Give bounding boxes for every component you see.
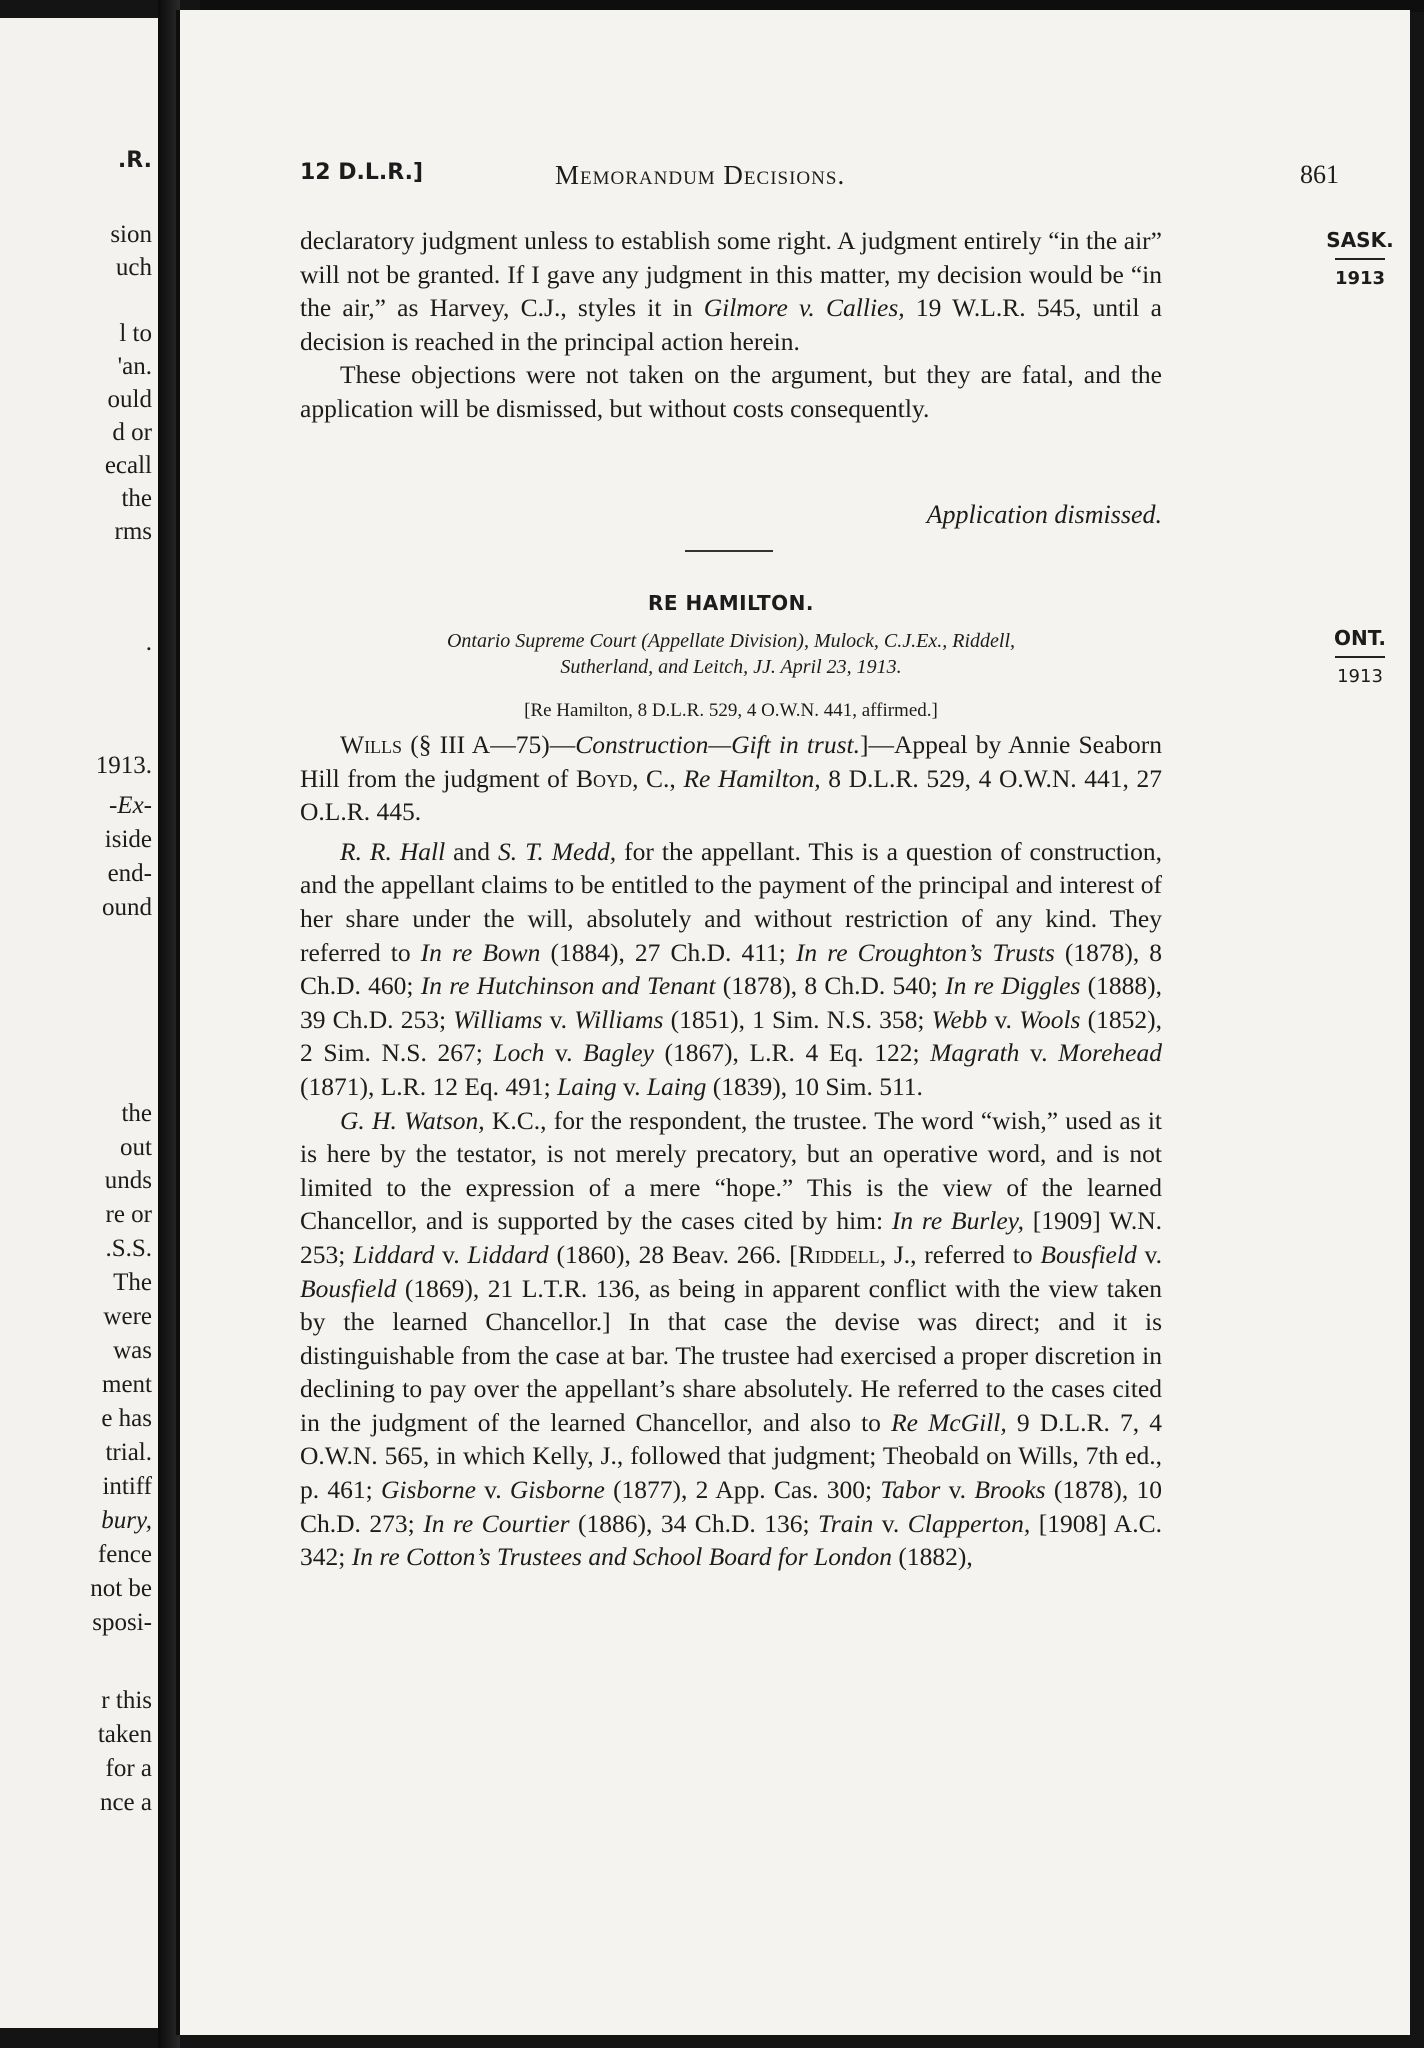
facing-page-text: . [145, 629, 152, 656]
facing-page-text: not be [90, 1575, 152, 1602]
side-label-sask [1320, 228, 1400, 289]
facing-page-text: were [103, 1303, 152, 1330]
paragraph-appellant: R. R. Hall and S. T. Medd, for the appellant. This is a question of construction, and the appellant claims to be entitled to the payment of the principal and interest of her share under the will, absolutely and without restriction of any kind. They referred to In re Bown (1884), 27 Ch.D. 411; In re Croughton’s Trusts (1878), 8 Ch.D. 460; In re Hutchinson and Tenant (1878), 8 Ch.D. 540; In re Diggles (1888), 39 Ch.D. 253; Williams v. Williams (1851), 1 Sim. N.S. 358; Webb v. Wools (1852), 2 Sim. N.S. 267; Loch v. Bagley (1867), L.R. 4 Eq. 122; Magrath v. Morehead (1871), L.R. 12 Eq. 491; Laing v. Laing (1839), 10 Sim. 511. [300, 836, 1163, 1101]
headnote-subject: Construction—Gift in trust. [575, 730, 860, 759]
facing-page-text: .R. [117, 148, 152, 173]
facing-page-text: unds [104, 1167, 152, 1194]
court-line-1: Ontario Supreme Court (Appellate Division), Mulock, C.J.Ex., Riddell, [446, 630, 1016, 652]
section-divider [685, 550, 773, 552]
headnote-judge: Boyd [576, 763, 633, 793]
facing-page-text: e has [101, 1405, 152, 1432]
case-body [300, 728, 1162, 1574]
facing-page-text: trial. [105, 1439, 152, 1466]
facing-page-text: 1913. [95, 752, 152, 779]
disposition: Application dismissed. [926, 500, 1162, 529]
side-rule [1335, 656, 1385, 658]
facing-page-text: The [113, 1269, 152, 1296]
headnote-topic: Wills [340, 730, 403, 759]
year-label: 1913 [1337, 666, 1383, 687]
facing-page-text: sposi- [92, 1609, 152, 1636]
facing-page-text: for a [105, 1755, 152, 1782]
facing-page-text: fence [97, 1541, 152, 1568]
facing-page-text: ecall [104, 452, 152, 479]
paragraph-respondent: G. H. Watson, K.C., for the respondent, the trustee. The word “wish,” used as it is here by the testator, is not merely precatory, but an operative word, and is not limited to the expression of a mere “hope.” This is the view of the learned Chancellor, and is supported by the cases cited by him: In re Burley, [1909] W.N. 253; Liddard v. Liddard (1860), 28 Beav. 266. [Riddell, J., referred to Bousfield v. Bousfield (1869), 21 L.T.R. 136, as being in apparent conflict with the view taken by the learned Chancellor.] In that case the devise was direct; and it is distinguishable from the case at bar. The trustee had exercised a proper discretion in declining to pay over the appellant’s share absolutely. He referred to the cases cited in the judgment of the learned Chancellor, and also to Re McGill, 9 D.L.R. 7, 4 O.W.N. 565, in which Kelly, J., followed that judgment; Theobald on Wills, 7th ed., p. 461; Gisborne v. Gisborne (1877), 2 App. Cas. 300; Tabor v. Brooks (1878), 10 Ch.D. 273; In re Courtier (1886), 34 Ch.D. 136; Train v. Clapperton, [1908] A.C. 342; In re Cotton’s Trustees and School Board for London (1882), [300, 1105, 1162, 1572]
facing-page-text: rms [114, 518, 152, 545]
facing-page-text: bury, [101, 1507, 152, 1534]
facing-page-text: out [120, 1134, 152, 1161]
facing-page-text: ound [102, 894, 152, 921]
section-title: Memorandum Decisions. [555, 160, 846, 190]
court-line-2: Sutherland, and Leitch, JJ. April 23, 1913. [560, 656, 902, 678]
volume-reference: 12 D.L.R.] [300, 160, 424, 185]
facing-page-text: -Ex- [108, 792, 152, 819]
facing-page-text: ould [107, 386, 152, 413]
headnote-citation: 8 D.L.R. 529, 4 O.W.N. 441, 27 O.L.R. 445. [300, 763, 1163, 827]
facing-page-text: taken [97, 1721, 152, 1748]
side-label-ont [1320, 626, 1400, 687]
facing-page-text: the [121, 485, 152, 512]
paragraph: These objections were not taken on the argument, but they are fatal, and the application will be dismissed, but without costs consequently. [300, 360, 1162, 423]
paragraph: declaratory judgment unless to establish some right. A judgment entirely “in the air” will not be granted. If I gave any judgment in this matter, my decision would be “in the air,” as Harvey, C.J., styles it in Gilmore v. Callies, 19 W.L.R. 545, until a decision is reached in the principal action herein. [300, 226, 1162, 356]
facing-page-text: ment [102, 1371, 152, 1398]
case-citation: Gilmore v. Callies, [703, 293, 905, 323]
facing-page-text: 'an. [117, 353, 152, 380]
document-page [176, 10, 1410, 2035]
facing-page-text: uch [115, 254, 152, 281]
court-and-judges [300, 628, 1162, 680]
running-head [300, 160, 1339, 194]
facing-page-text: .S.S. [105, 1235, 152, 1262]
facing-page-text: nce a [99, 1789, 152, 1816]
case-title: RE HAMILTON. [648, 591, 814, 615]
province-label: SASK. [1326, 228, 1394, 252]
facing-page-text: d or [112, 419, 152, 446]
facing-page-text: iside [104, 826, 152, 853]
year-label: 1913 [1334, 268, 1386, 289]
citation-note: [Re Hamilton, 8 D.L.R. 529, 4 O.W.N. 441, affirmed.] [524, 700, 938, 721]
facing-page-text: re or [105, 1201, 152, 1228]
headnote-case: Re Hamilton, [683, 763, 821, 793]
facing-page-text: l to [119, 320, 152, 347]
facing-page-text: sion [110, 221, 152, 248]
facing-page-text: r this [101, 1687, 152, 1714]
page-number: 861 [1300, 160, 1339, 189]
facing-page-text: the [121, 1100, 152, 1127]
first-case-conclusion [300, 224, 1162, 426]
facing-page-text: intiff [102, 1473, 152, 1500]
facing-page-text: was [113, 1337, 152, 1364]
headnote-tail: , C., [632, 763, 676, 793]
headnote-text: ]—Appeal by Annie Seaborn Hill from the judgment of [300, 730, 1163, 793]
facing-page-fragment [0, 18, 158, 2028]
side-rule [1335, 258, 1385, 260]
headnote-section: (§ III A—75)— [410, 730, 576, 759]
facing-page-text: end- [107, 860, 152, 887]
province-label: ONT. [1334, 626, 1386, 650]
headnote [300, 728, 1162, 829]
